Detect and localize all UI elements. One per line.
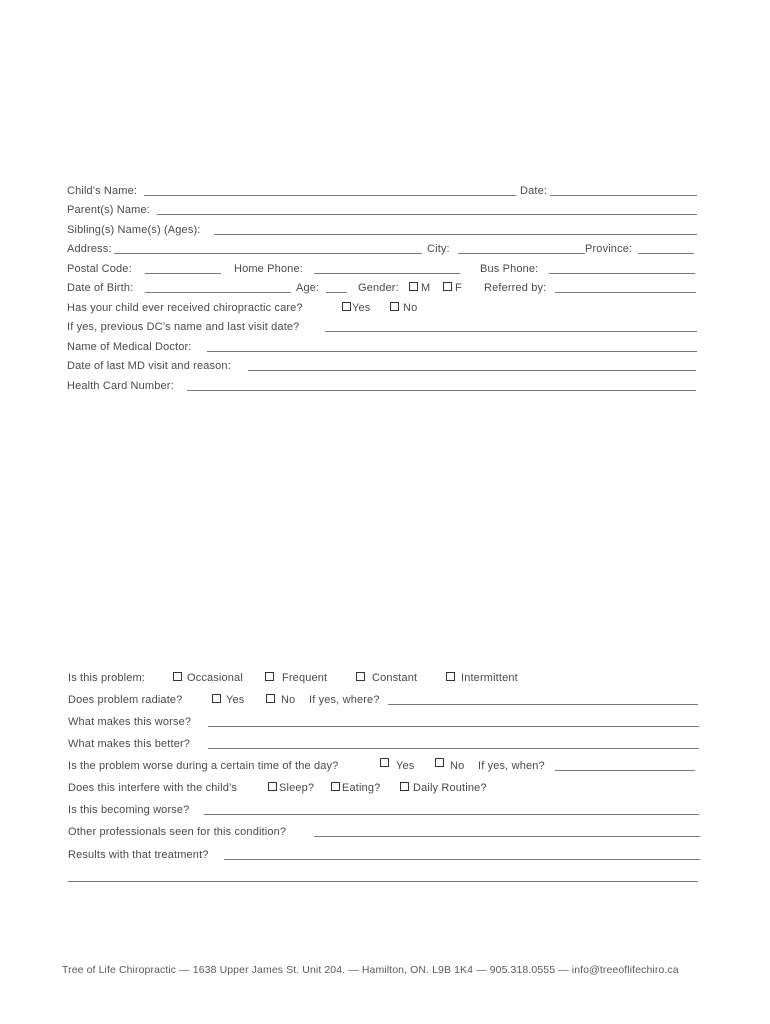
if-yes-where-label: If yes, where? (309, 694, 380, 706)
city-label: City: (427, 243, 450, 255)
time-of-day-yes-checkbox[interactable] (380, 758, 389, 767)
better-label: What makes this better? (68, 738, 191, 750)
worse-field[interactable] (208, 726, 699, 727)
previous-dc-field[interactable] (325, 331, 697, 332)
gender-f-checkbox[interactable] (443, 282, 452, 291)
results-label: Results with that treatment? (68, 849, 209, 861)
bus-phone-label: Bus Phone: (480, 263, 539, 275)
constant-label: Constant (372, 672, 418, 684)
age-field[interactable] (326, 292, 347, 293)
constant-checkbox[interactable] (356, 672, 365, 681)
time-of-day-yes-label: Yes (396, 760, 415, 772)
dob-label: Date of Birth: (67, 282, 134, 294)
other-professionals-label: Other professionals seen for this condition? (68, 826, 287, 838)
radiate-label: Does problem radiate? (68, 694, 183, 706)
received-chiro-no-label: No (403, 302, 418, 314)
radiate-no-checkbox[interactable] (266, 694, 275, 703)
intermittent-label: Intermittent (461, 672, 518, 684)
last-md-visit-label: Date of last MD visit and reason: (67, 360, 231, 372)
eating-label: Eating? (342, 782, 381, 794)
siblings-label: Sibling(s) Name(s) (Ages): (67, 224, 201, 236)
city-field[interactable] (458, 253, 585, 254)
daily-routine-checkbox[interactable] (400, 782, 409, 791)
gender-m-label: M (421, 282, 431, 294)
results-field[interactable] (224, 859, 700, 860)
last-md-visit-field[interactable] (248, 370, 696, 371)
intermittent-checkbox[interactable] (446, 672, 455, 681)
occasional-checkbox[interactable] (173, 672, 182, 681)
gender-m-checkbox[interactable] (409, 282, 418, 291)
childs-name-field[interactable] (144, 195, 516, 196)
dob-field[interactable] (145, 292, 291, 293)
home-phone-label: Home Phone: (234, 263, 303, 275)
if-yes-when-label: If yes, when? (478, 760, 545, 772)
radiate-no-label: No (281, 694, 296, 706)
referred-by-label: Referred by: (484, 282, 547, 294)
health-card-field[interactable] (187, 390, 696, 391)
postal-code-label: Postal Code: (67, 263, 132, 275)
problem-section (68, 671, 702, 885)
time-of-day-no-checkbox[interactable] (435, 758, 444, 767)
other-professionals-field[interactable] (314, 836, 700, 837)
received-chiro-yes-label: Yes (352, 302, 371, 314)
province-field[interactable] (638, 253, 694, 254)
time-of-day-no-label: No (450, 760, 465, 772)
interfere-label: Does this interfere with the child’s (68, 782, 238, 794)
medical-doctor-field[interactable] (207, 351, 697, 352)
when-field[interactable] (555, 770, 695, 771)
frequent-checkbox[interactable] (265, 672, 274, 681)
sleep-label: Sleep? (279, 782, 315, 794)
previous-dc-label: If yes, previous DC’s name and last visit date? (67, 321, 300, 333)
received-chiro-no-checkbox[interactable] (390, 302, 399, 311)
siblings-field[interactable] (214, 234, 697, 235)
medical-doctor-label: Name of Medical Doctor: (67, 341, 192, 353)
address-field[interactable] (114, 253, 422, 254)
sleep-checkbox[interactable] (268, 782, 277, 791)
home-phone-field[interactable] (314, 273, 460, 274)
date-label: Date: (520, 185, 548, 197)
postal-code-field[interactable] (145, 273, 221, 274)
date-field[interactable] (550, 195, 697, 196)
received-chiro-label: Has your child ever received chiropractic care? (67, 302, 303, 314)
bus-phone-field[interactable] (549, 273, 695, 274)
worse-label: What makes this worse? (68, 716, 192, 728)
childs-name-label: Child's Name: (67, 185, 138, 197)
daily-routine-label: Daily Routine? (413, 782, 487, 794)
gender-f-label: F (455, 282, 462, 294)
becoming-worse-label: Is this becoming worse? (68, 804, 190, 816)
province-label: Province: (585, 243, 633, 255)
footer-contact: Tree of Life Chiropractic — 1638 Upper James St. Unit 204. — Hamilton, ON. L9B 1K4 — 905.318.0555 — info@treeoflifechiro.ca (62, 964, 679, 976)
radiate-yes-label: Yes (226, 694, 245, 706)
better-field[interactable] (208, 748, 699, 749)
eating-checkbox[interactable] (331, 782, 340, 791)
gender-label: Gender: (358, 282, 399, 294)
results-extra-line[interactable] (68, 881, 698, 882)
time-of-day-label: Is the problem worse during a certain time of the day? (68, 760, 339, 772)
patient-info-section (67, 184, 699, 394)
is-problem-label: Is this problem: (68, 672, 145, 684)
occasional-label: Occasional (187, 672, 243, 684)
age-label: Age: (296, 282, 320, 294)
address-label: Address: (67, 243, 112, 255)
received-chiro-yes-checkbox[interactable] (342, 302, 351, 311)
parents-name-field[interactable] (157, 214, 697, 215)
health-card-label: Health Card Number: (67, 380, 174, 392)
radiate-yes-checkbox[interactable] (212, 694, 221, 703)
frequent-label: Frequent (282, 672, 328, 684)
parents-name-label: Parent(s) Name: (67, 204, 150, 216)
referred-by-field[interactable] (555, 292, 696, 293)
becoming-worse-field[interactable] (204, 814, 699, 815)
where-field[interactable] (388, 704, 698, 705)
